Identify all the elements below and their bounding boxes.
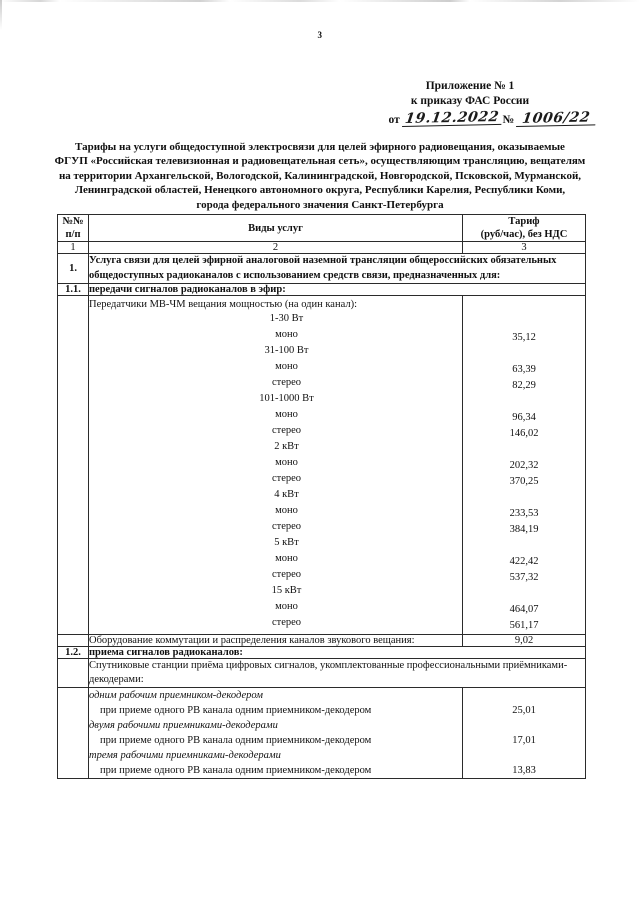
header-tariff-line-2: (руб/час), без НДС (480, 229, 568, 240)
page-title (42, 140, 598, 212)
receiver-price: 13,83 (512, 765, 536, 776)
title-line-1: Тарифы на услуги общедоступной электросвязи для целей эфирного радиовещания, оказываемые (75, 141, 565, 153)
transmitter-power-price-spacer (463, 442, 585, 458)
receiver-group-price-spacer (463, 718, 585, 733)
order-date-handwritten: 19.12.2022 (402, 110, 503, 127)
transmitter-mode-label: моно (275, 361, 298, 372)
table-row-transmitters (58, 296, 586, 635)
transmitter-mode-price: 63,39 (512, 364, 536, 375)
transmitters-price-cell (463, 296, 586, 635)
transmitter-power-label: 1-30 Вт (269, 313, 304, 324)
section-1-1-number: 1.1. (58, 284, 89, 296)
transmitter-mode-price: 96,34 (512, 412, 536, 423)
section-1-1-text: передачи сигналов радиоканалов в эфир: (89, 284, 586, 296)
transmitter-mode-label: моно (275, 409, 298, 420)
order-reference-line (335, 108, 595, 127)
transmitter-mode-label: моно (275, 505, 298, 516)
transmitter-mode-price: 233,53 (509, 508, 539, 519)
title-line-5: города федерального значения Санкт-Петербурга (196, 198, 444, 211)
page-number: 3 (317, 30, 323, 40)
transmitter-mode-label: моно (275, 329, 298, 340)
transmitter-power-price-spacer (463, 314, 585, 330)
receivers-number-cell (58, 688, 89, 779)
transmitter-mode-price: 35,12 (512, 332, 536, 343)
transmitter-mode-price: 146,02 (509, 428, 539, 439)
transmitter-power-price-spacer (463, 586, 585, 602)
table-row-section-1-2 (58, 647, 586, 659)
table-header-row (58, 215, 586, 242)
column-number-2: 2 (89, 242, 463, 254)
table-row-section-1 (58, 254, 586, 284)
equipment-price: 9,02 (463, 635, 586, 647)
transmitter-mode-price: 370,25 (509, 476, 539, 487)
column-number-3: 3 (463, 242, 586, 254)
equipment-number-cell (58, 635, 89, 647)
transmitter-mode-label: стерео (271, 425, 302, 436)
transmitter-mode-price: 82,29 (512, 380, 536, 391)
table-column-number-row (58, 242, 586, 254)
price-top-spacer (463, 296, 585, 314)
transmitter-power-label: 15 кВт (271, 585, 302, 596)
transmitter-power-price-spacer (463, 346, 585, 362)
transmitter-mode-price: 422,42 (509, 556, 539, 567)
receiver-condition-label: при приеме одного РВ канала одним приемником-декодером (100, 765, 372, 776)
section-1-2-number: 1.2. (58, 647, 89, 659)
table-row-satellite (58, 659, 586, 688)
header-number-line-1: №№ (62, 216, 84, 227)
header-number-cell (58, 215, 89, 242)
transmitter-mode-label: стерео (271, 521, 302, 532)
header-tariff-line-1: Тариф (508, 216, 540, 227)
title-line-3: на территории Архангельской, Вологодской, Калининградской, Новгородской, Псковской, Мурманской, (58, 169, 582, 182)
transmitter-power-label: 5 кВт (274, 537, 299, 548)
receiver-group-label: тремя рабочими приемниками-декодерами (89, 750, 281, 761)
receiver-price: 17,01 (512, 735, 536, 746)
transmitters-description-cell (89, 296, 463, 635)
receiver-price: 25,01 (512, 705, 536, 716)
transmitter-mode-label: стерео (271, 569, 302, 580)
receivers-description-cell (89, 688, 463, 779)
section-1-2-text: приема сигналов радиоканалов: (89, 647, 586, 659)
satellite-number-cell (58, 659, 89, 688)
number-sign-label: № (502, 114, 514, 126)
scan-edge-top (0, 0, 640, 2)
appendix-header (345, 79, 595, 109)
transmitter-mode-label: моно (275, 601, 298, 612)
transmitter-mode-label: стерео (271, 377, 302, 388)
order-number-handwritten: 1006/22 (516, 110, 597, 127)
transmitter-power-label: 31-100 Вт (264, 345, 309, 356)
receiver-group-price-spacer (463, 688, 585, 703)
receiver-group-price-spacer (463, 748, 585, 763)
header-service-cell: Виды услуг (89, 215, 463, 242)
appendix-line-2: к приказу ФАС России (410, 95, 530, 107)
transmitter-power-label: 2 кВт (274, 441, 299, 452)
header-tariff-cell (463, 215, 586, 242)
receiver-group-label: двумя рабочими приемниками-декодерами (89, 720, 278, 731)
receiver-group-label: одним рабочим приемником-декодером (89, 690, 263, 701)
table-row-section-1-1 (58, 284, 586, 296)
transmitter-power-price-spacer (463, 538, 585, 554)
receiver-price-list (463, 688, 585, 778)
ot-label: от (388, 114, 400, 126)
section-1-number: 1. (58, 254, 89, 284)
receiver-list (89, 688, 462, 778)
receiver-condition-label: при приеме одного РВ канала одним приемником-декодером (100, 705, 372, 716)
scan-edge-left (0, 0, 2, 905)
transmitter-mode-label: стерео (271, 473, 302, 484)
transmitter-power-label: 4 кВт (274, 489, 299, 500)
transmitters-number-cell (58, 296, 89, 635)
tariff-table (57, 214, 586, 779)
title-line-2: ФГУП «Российская телевизионная и радиовещательная сеть», осуществляющим трансляцию, вещателям (54, 155, 586, 168)
transmitter-mode-price: 561,17 (509, 620, 539, 631)
transmitter-power-price-spacer (463, 394, 585, 410)
transmitter-mode-label: стерео (271, 617, 302, 628)
transmitter-mode-price: 384,19 (509, 524, 539, 535)
header-number-line-2: п/п (65, 229, 81, 240)
transmitter-mode-price: 202,32 (509, 460, 539, 471)
transmitter-power-label: 101-1000 Вт (259, 393, 314, 404)
transmitter-power-list (89, 311, 462, 631)
transmitters-intro: Передатчики МВ-ЧМ вещания мощностью (на один канал): (89, 299, 357, 310)
satellite-text: Спутниковые станции приёма цифровых сигналов, укомплектованные профессиональными приёмниками-декодерами: (89, 659, 586, 688)
transmitter-mode-price: 464,07 (509, 604, 539, 615)
transmitter-mode-price: 537,32 (509, 572, 539, 583)
section-1-text: Услуга связи для целей эфирной аналоговой наземной трансляции общероссийских обязательных общедоступных радиоканалов с использованием средств связи, предназначенных для: (89, 254, 586, 284)
table-row-receivers (58, 688, 586, 779)
transmitter-power-price-spacer (463, 490, 585, 506)
transmitter-mode-label: моно (275, 457, 298, 468)
transmitter-mode-label: моно (275, 553, 298, 564)
transmitter-price-list (463, 314, 585, 634)
column-number-1: 1 (58, 242, 89, 254)
title-line-4: Ленинградской областей, Ненецкого автономного округа, Республики Карелия, Республики Коми, (74, 184, 566, 197)
receivers-price-cell (463, 688, 586, 779)
appendix-line-1: Приложение № 1 (425, 80, 515, 92)
table-row-equipment (58, 635, 586, 647)
equipment-text: Оборудование коммутации и распределения каналов звукового вещания: (89, 635, 463, 647)
receiver-condition-label: при приеме одного РВ канала одним приемником-декодером (100, 735, 372, 746)
